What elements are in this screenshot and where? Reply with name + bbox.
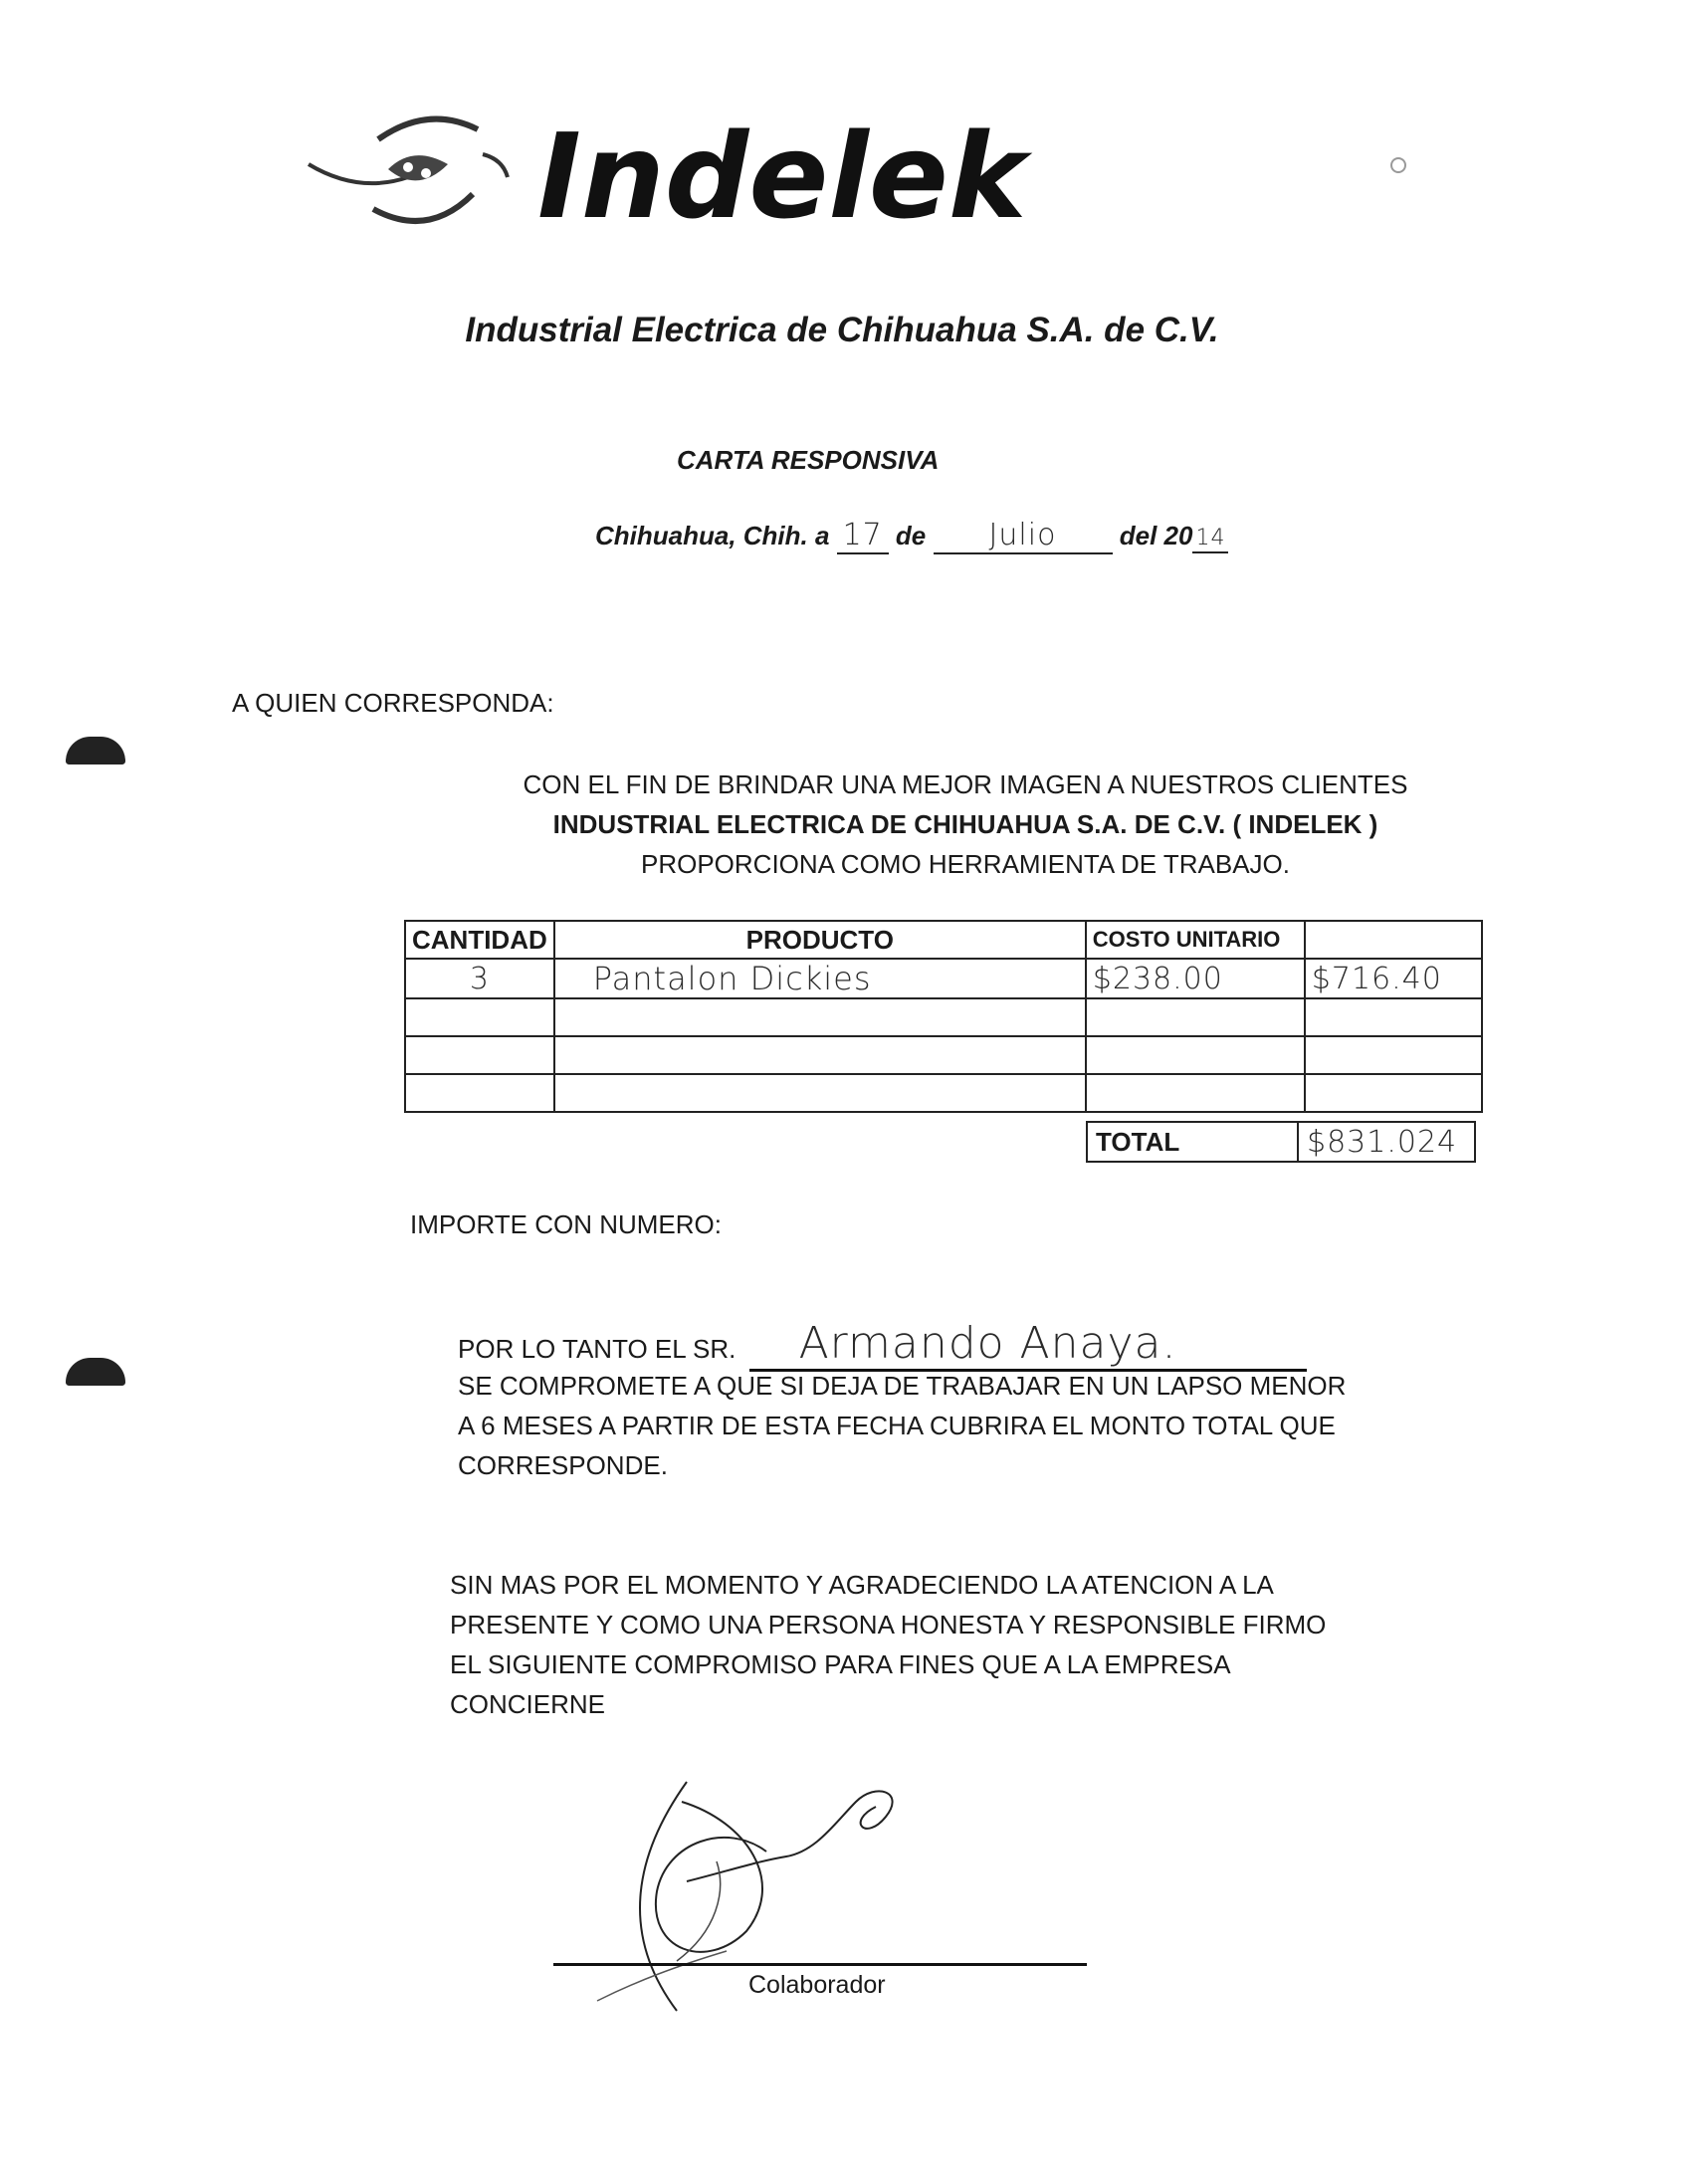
row-cantidad	[405, 1074, 554, 1112]
commitment-prefix: POR LO TANTO EL SR.	[458, 1334, 737, 1364]
row-costo-unitario	[1086, 998, 1305, 1036]
row-producto	[554, 998, 1086, 1036]
items-table	[404, 920, 1483, 1113]
row-producto	[554, 1074, 1086, 1112]
closing-line-3: EL SIGUIENTE COMPROMISO PARA FINES QUE A LA EMPRESA	[450, 1649, 1231, 1679]
row-importe	[1305, 1036, 1482, 1074]
row-cantidad: 3	[405, 959, 554, 998]
importe-label: IMPORTE CON NUMERO:	[410, 1209, 722, 1239]
table-row	[405, 998, 1482, 1036]
table-header-row	[405, 921, 1482, 959]
signature-label: Colaborador	[748, 1971, 886, 1999]
binder-hole-top	[66, 737, 125, 764]
intro-line-3: PROPORCIONA COMO HERRAMIENTA DE TRABAJO.	[640, 849, 1291, 879]
table-row	[405, 1074, 1482, 1112]
signature-line	[553, 1963, 1087, 1966]
commitment-line-3: A 6 MESES A PARTIR DE ESTA FECHA CUBRIRA EL MONTO TOTAL QUE	[458, 1411, 1336, 1440]
row-costo-unitario	[1086, 1036, 1305, 1074]
logo-wordmark: Indelek	[537, 108, 1027, 245]
employee-name: Armando Anaya.	[798, 1318, 1177, 1369]
salutation: A QUIEN CORRESPONDA:	[232, 688, 554, 718]
row-importe	[1305, 1074, 1482, 1112]
row-importe	[1305, 998, 1482, 1036]
company-name: Industrial Electrica de Chihuahua S.A. de C.V.	[465, 311, 1219, 349]
header-costo-unitario: COSTO UNITARIO	[1086, 921, 1305, 959]
date-month: Julio	[988, 518, 1057, 552]
table-row	[405, 1036, 1482, 1074]
company-logo	[289, 100, 1423, 249]
row-cantidad	[405, 1036, 554, 1074]
closing-line-2: PRESENTE Y COMO UNA PERSONA HONESTA Y RESPONSIBLE FIRMO	[450, 1610, 1327, 1639]
binder-hole-bottom	[66, 1358, 125, 1386]
row-costo-unitario	[1086, 1074, 1305, 1112]
commitment-line-1	[458, 1318, 1307, 1372]
row-cantidad	[405, 998, 554, 1036]
header-cantidad: CANTIDAD	[405, 921, 554, 959]
date-year-prefix: del 20	[1119, 521, 1193, 550]
total-label: TOTAL	[1087, 1122, 1298, 1162]
row-producto: Pantalon Dickies	[554, 959, 1086, 998]
commitment-line-2: SE COMPROMETE A QUE SI DEJA DE TRABAJAR EN UN LAPSO MENOR	[458, 1371, 1347, 1401]
row-importe: $716.40	[1305, 959, 1482, 998]
date-place-prefix: Chihuahua, Chih. a	[595, 521, 830, 550]
closing-line-4: CONCIERNE	[450, 1689, 606, 1719]
intro-line-2: INDUSTRIAL ELECTRICA DE CHIHUAHUA S.A. DE C.V. ( INDELEK )	[552, 809, 1378, 839]
total-value: $831.024	[1298, 1122, 1475, 1162]
date-year-suffix: 14	[1195, 526, 1226, 550]
table-row	[405, 959, 1482, 998]
date-line	[595, 518, 1228, 554]
date-de-label: de	[895, 521, 927, 550]
document-title: CARTA RESPONSIVA	[677, 445, 940, 475]
intro-line-1: CON EL FIN DE BRINDAR UNA MEJOR IMAGEN A NUESTROS CLIENTES	[523, 769, 1408, 799]
row-producto	[554, 1036, 1086, 1074]
header-producto: PRODUCTO	[554, 921, 1086, 959]
commitment-line-4: CORRESPONDE.	[458, 1450, 668, 1480]
total-box	[1086, 1121, 1476, 1163]
header-importe	[1305, 921, 1482, 959]
closing-line-1: SIN MAS POR EL MOMENTO Y AGRADECIENDO LA ATENCION A LA	[450, 1570, 1274, 1600]
date-day: 17	[842, 518, 883, 552]
row-costo-unitario: $238.00	[1086, 959, 1305, 998]
